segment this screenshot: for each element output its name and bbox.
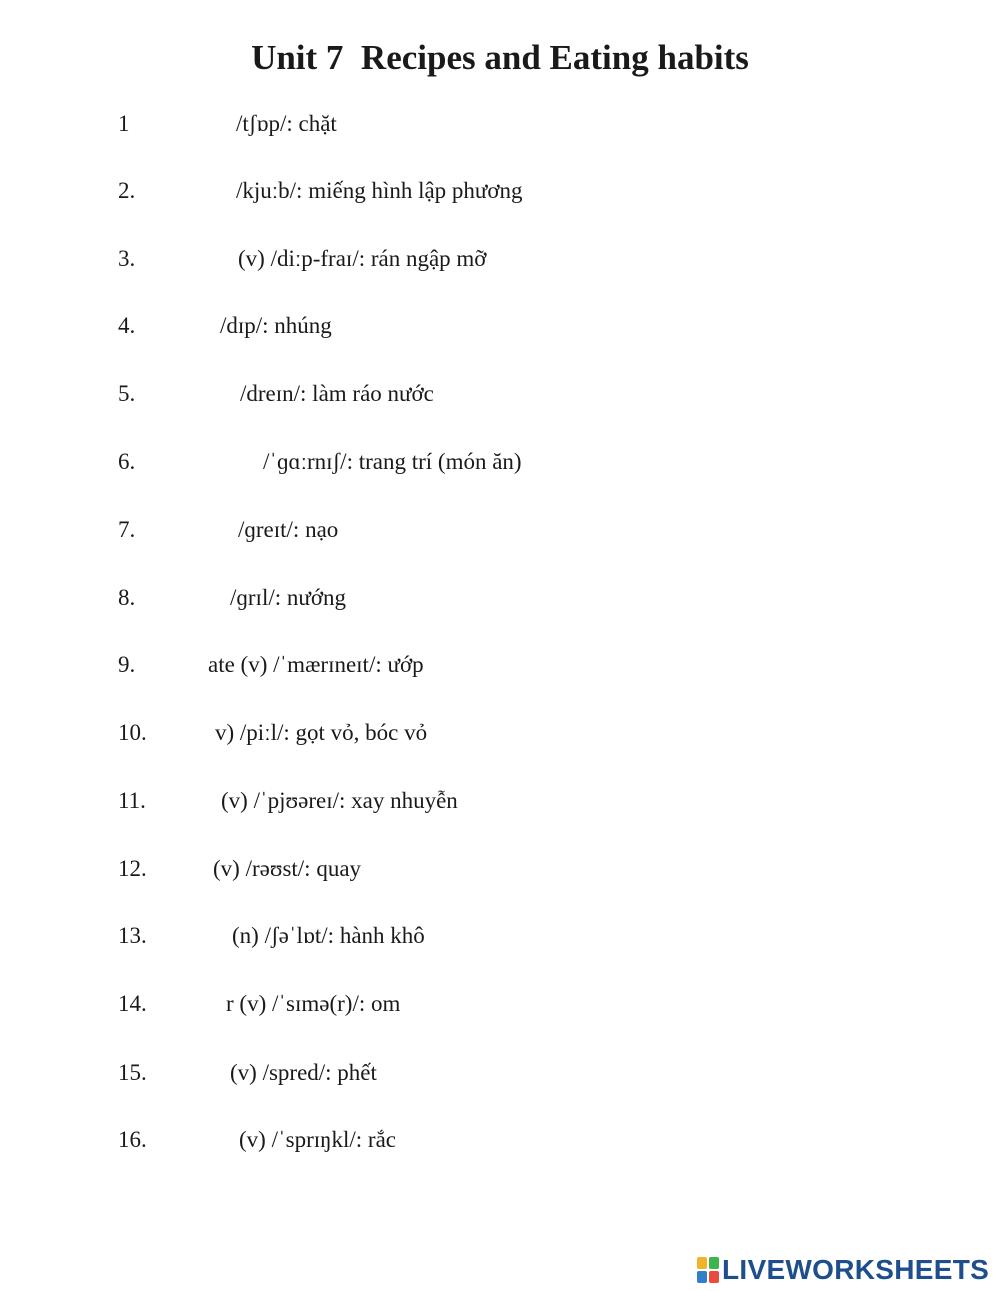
item-number: 8.	[118, 585, 136, 610]
item-number: 4.	[118, 313, 136, 338]
liveworksheets-logo-icon	[697, 1257, 719, 1283]
page-title: Unit 7 Recipes and Eating habits	[251, 38, 749, 77]
item-number: 2.	[118, 178, 136, 203]
item-definition: ate (v) /ˈmærɪneɪt/: ướp	[208, 652, 424, 677]
item-definition: (v) /diːp-fraɪ/: rán ngập mỡ	[238, 246, 487, 271]
item-number: 15.	[118, 1060, 147, 1085]
item-definition: (n) /ʃəˈlɒt/: hành khô	[232, 923, 425, 948]
item-definition: /kjuːb/: miếng hình lập phương	[236, 178, 523, 203]
item-definition: /tʃɒp/: chặt	[236, 111, 337, 136]
liveworksheets-logo	[697, 1255, 989, 1285]
item-definition: /ˈɡɑːrnɪʃ/: trang trí (món ăn)	[263, 449, 522, 474]
item-definition: r (v) /ˈsɪmə(r)/: om	[226, 991, 401, 1016]
item-definition: (v) /ˈsprɪŋkl/: rắc	[239, 1127, 396, 1152]
item-number: 9.	[118, 652, 136, 677]
item-number: 16.	[118, 1127, 147, 1152]
item-definition: /ɡreɪt/: nạo	[238, 517, 339, 542]
item-definition: /ɡrɪl/: nướng	[230, 585, 346, 610]
item-definition: (v) /rəʊst/: quay	[213, 856, 362, 881]
item-definition: /dɪp/: nhúng	[220, 313, 332, 338]
item-definition: v) /piːl/: gọt vỏ, bóc vỏ	[215, 720, 428, 745]
item-number: 1	[118, 111, 130, 136]
item-number: 12.	[118, 856, 147, 881]
item-number: 6.	[118, 449, 136, 474]
item-definition: (v) /spred/: phết	[230, 1060, 377, 1085]
item-number: 5.	[118, 381, 136, 406]
item-number: 11.	[118, 788, 146, 813]
item-number: 7.	[118, 517, 136, 542]
item-definition: /dreɪn/: làm ráo nước	[240, 381, 434, 406]
item-number: 14.	[118, 991, 147, 1016]
logo-text: LIVEWORKSHEETS	[722, 1254, 990, 1285]
item-number: 13.	[118, 923, 147, 948]
item-number: 3.	[118, 246, 136, 271]
item-definition: (v) /ˈpjʊəreɪ/: xay nhuyễn	[221, 788, 458, 813]
item-number: 10.	[118, 720, 147, 745]
